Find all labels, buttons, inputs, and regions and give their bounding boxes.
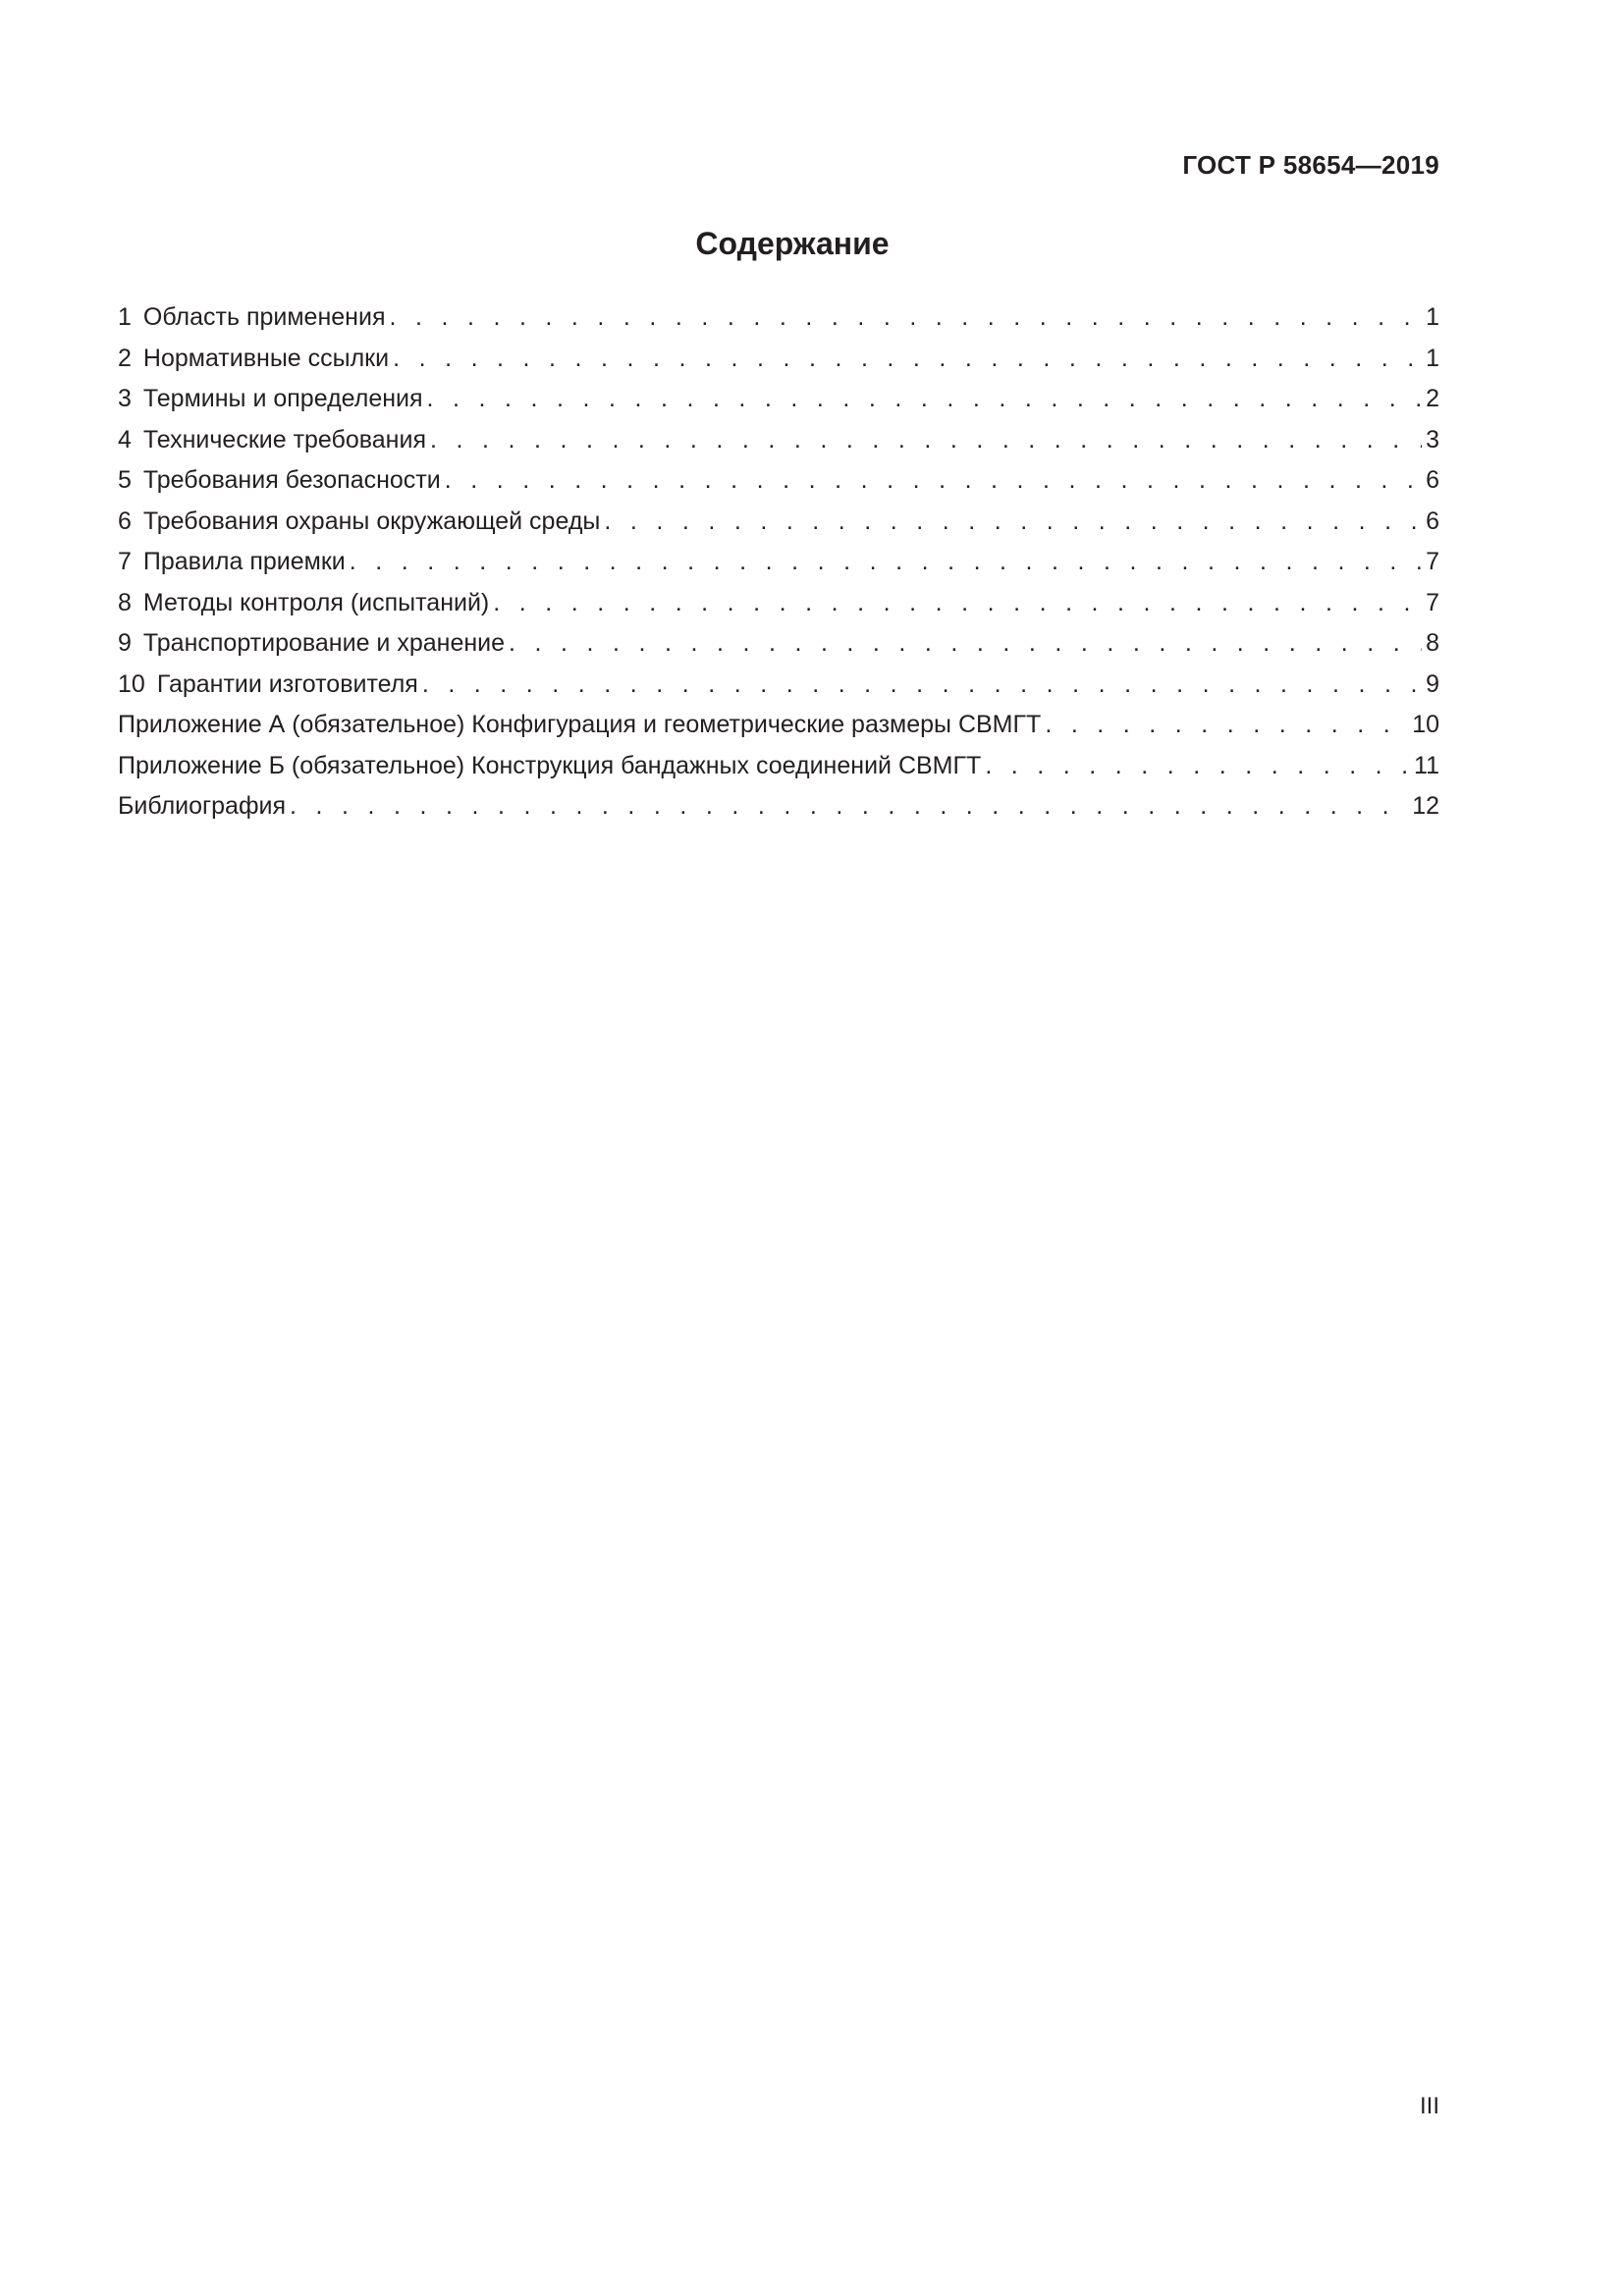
toc-entry-title: Требования безопасности	[142, 466, 441, 494]
toc-entry-number: 4	[118, 425, 132, 454]
toc-entry-title: Термины и определения	[142, 385, 423, 412]
toc-entry-page: 3	[1426, 425, 1439, 454]
toc-entry-number: 7	[118, 548, 132, 575]
toc-entry-bibliography[interactable]	[118, 786, 1439, 828]
toc-entry-title: Приложение Б (обязательное) Конструкция бандажных соединений СВМГТ	[118, 751, 982, 779]
toc-entry-title: Правила приемки	[142, 548, 346, 575]
toc-leader-dots	[350, 542, 1422, 583]
toc-leader-dots	[422, 665, 1422, 706]
toc-entry-appendix-b[interactable]	[118, 746, 1439, 787]
toc-entry-title: Методы контроля (испытаний)	[142, 588, 490, 616]
toc-entry-environmental-requirements[interactable]	[118, 502, 1439, 543]
toc-leader-dots	[445, 460, 1422, 502]
toc-entry-title: Библиография	[118, 792, 287, 820]
toc-entry-title: Область применения	[142, 303, 386, 331]
toc-entry-terms-definitions[interactable]	[118, 379, 1439, 420]
toc-entry-number: 9	[118, 629, 132, 657]
toc-entry-title: Требования охраны окружающей среды	[142, 507, 601, 535]
toc-entry-page: 7	[1426, 548, 1439, 575]
toc-leader-dots	[509, 623, 1422, 665]
toc-entry-page: 10	[1412, 711, 1439, 738]
toc-entry-manufacturer-warranty[interactable]	[118, 665, 1439, 706]
toc-leader-dots	[430, 420, 1422, 461]
toc-entry-title: Технические требования	[142, 425, 426, 454]
toc-entry-page: 2	[1426, 385, 1439, 412]
document-code: ГОСТ Р 58654—2019	[1182, 150, 1439, 180]
toc-entry-page: 6	[1426, 466, 1439, 494]
toc-entry-page: 1	[1426, 344, 1439, 372]
toc-entry-page: 12	[1412, 792, 1439, 820]
toc-entry-number: 6	[118, 507, 132, 535]
toc-entry-technical-requirements[interactable]	[118, 420, 1439, 461]
toc-entry-safety-requirements[interactable]	[118, 460, 1439, 502]
toc-leader-dots	[985, 746, 1410, 787]
toc-entry-page: 11	[1414, 751, 1439, 779]
toc-entry-number: 8	[118, 588, 132, 616]
toc-leader-dots	[290, 786, 1408, 828]
toc-entry-page: 8	[1426, 629, 1439, 657]
toc-entry-number: 3	[118, 385, 132, 412]
toc-leader-dots	[493, 583, 1422, 624]
toc-entry-number: 2	[118, 344, 132, 372]
toc-entry-title: Транспортирование и хранение	[142, 629, 506, 657]
toc-entry-normative-references[interactable]	[118, 339, 1439, 380]
toc-entry-page: 6	[1426, 507, 1439, 535]
toc-entry-page: 9	[1426, 669, 1439, 698]
toc-entry-number: 1	[118, 303, 132, 331]
toc-leader-dots	[604, 502, 1422, 543]
toc-entry-appendix-a[interactable]	[118, 705, 1439, 746]
toc-entry-number: 5	[118, 466, 132, 494]
toc-entry-title: Гарантии изготовителя	[156, 669, 418, 698]
table-of-contents	[118, 297, 1439, 828]
toc-entry-page: 1	[1426, 303, 1439, 331]
toc-entry-title: Приложение А (обязательное) Конфигурация и геометрические размеры СВМГТ	[118, 711, 1042, 738]
toc-entry-page: 7	[1426, 588, 1439, 616]
toc-entry-title: Нормативные ссылки	[142, 344, 390, 372]
toc-leader-dots	[393, 339, 1422, 380]
toc-entry-number: 10	[118, 669, 145, 698]
toc-leader-dots	[389, 297, 1422, 339]
toc-leader-dots	[1045, 705, 1408, 746]
toc-entry-acceptance-rules[interactable]	[118, 542, 1439, 583]
toc-leader-dots	[427, 379, 1423, 420]
page-number: III	[1419, 2093, 1439, 2119]
toc-title: Содержание	[695, 226, 890, 261]
toc-entry-test-methods[interactable]	[118, 583, 1439, 624]
toc-entry-transport-storage[interactable]	[118, 623, 1439, 665]
toc-entry-scope[interactable]	[118, 297, 1439, 339]
